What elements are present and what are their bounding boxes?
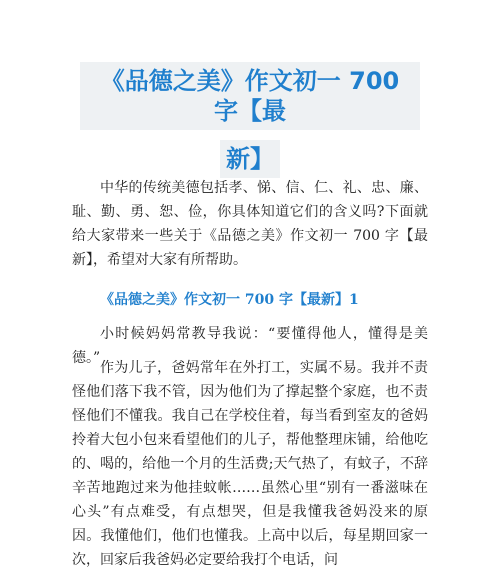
document-title <box>80 62 420 188</box>
section-heading: 《品德之美》作文初一 700 字【最新】1 <box>100 292 359 308</box>
story-paragraph: 作为儿子，爸妈常年在外打工，实属不易。我并不责怪他们落下我不管，因为他们为了撑起整个家庭，也不责怪他们不懂我。我自己在学校住着，每当看到室友的爸妈拎着大包小包来看望他们的儿子，帮他整理床铺，给他吃的、喝的，给他一个月的生活费;天气热了，有蚊子，不辞辛苦地跑过来为他挂蚊帐……虽然心里“别有一番滋味在心头”有点难受，有点想哭，但是我懂我爸妈没来的原因。我懂他们，他们也懂我。上高中以后，每星期回家一次，回家后我爸妈必定要给我打个电话，问 <box>72 360 428 568</box>
quote-paragraph: 小时候妈妈常教导我说：“要懂得他人，懂得是美德。” <box>72 326 428 366</box>
title-line-1: 《品德之美》作文初一 700 字【最 <box>80 62 420 130</box>
title-line-2: 新】 <box>220 140 280 178</box>
intro-paragraph: 中华的传统美德包括孝、悌、信、仁、礼、忠、廉、耻、勤、勇、恕、俭，你具体知道它们的含义吗?下面就给大家带来一些关于《品德之美》作文初一 700 字【最新】，希望对大家有所帮助。 <box>72 180 428 268</box>
